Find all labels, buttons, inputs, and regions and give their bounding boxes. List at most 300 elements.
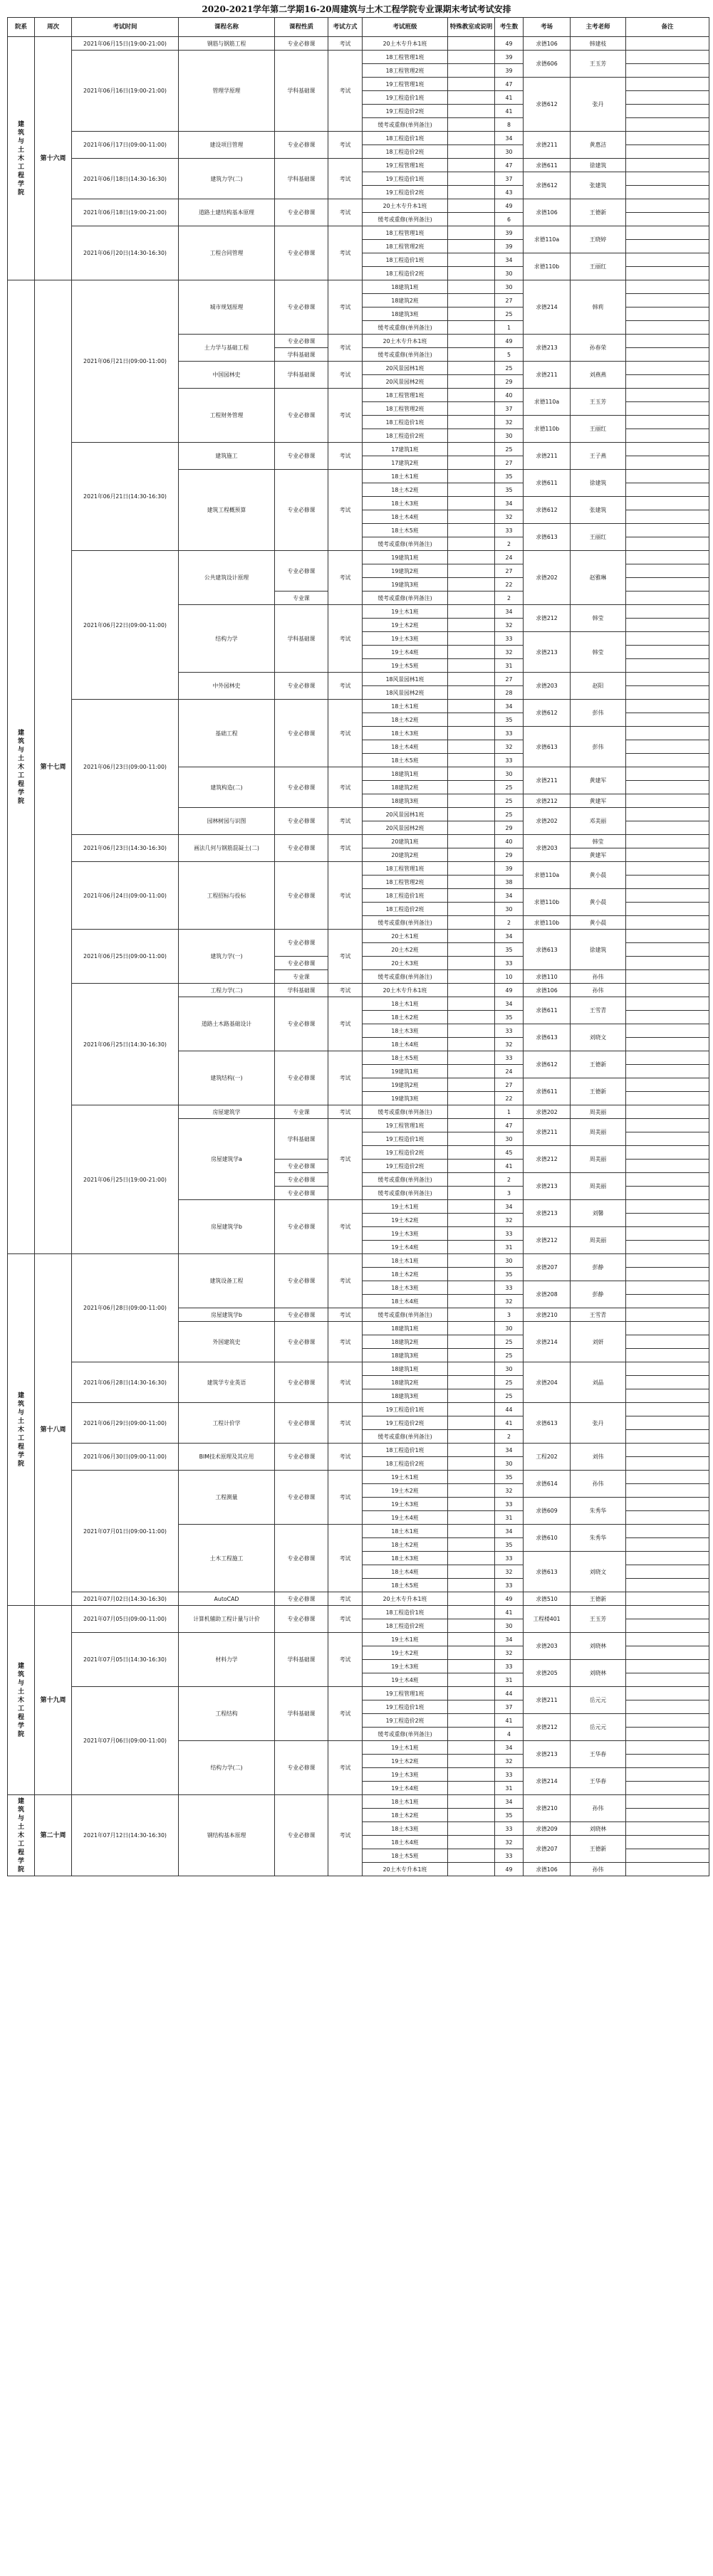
cls-cell: 18土木3班 [363,1552,448,1565]
teacher-cell: 彭静 [571,1254,626,1281]
cls-cell: 19土木3班 [363,632,448,646]
count-cell: 34 [495,889,524,903]
special-cell [448,767,495,781]
cls-cell: 18土木2班 [363,1011,448,1024]
teacher-cell: 王雪青 [571,1308,626,1322]
special-cell [448,740,495,754]
count-cell: 30 [495,1254,524,1268]
room-cell: 求德211 [524,1119,571,1146]
room-cell: 求德609 [524,1498,571,1525]
nature-cell: 学科基础课 [275,348,328,362]
special-cell [448,1200,495,1214]
college-cell [8,37,35,280]
cls-cell: 18土木5班 [363,754,448,767]
college-label: 建筑与土木工程学院 [17,729,24,805]
room-cell: 求德106 [524,984,571,997]
note-cell [626,524,709,537]
special-cell [448,1308,495,1322]
count-cell: 33 [495,632,524,646]
special-cell [448,1105,495,1119]
cls-cell: 19土木4班 [363,1241,448,1254]
count-cell: 44 [495,1403,524,1416]
course-cell: 建设项目管理 [179,132,275,159]
count-cell: 22 [495,578,524,592]
time-cell: 2021年06月25日(19:00-21:00) [72,1105,179,1254]
teacher-cell: 王玉芳 [571,51,626,78]
teacher-cell: 王华春 [571,1741,626,1768]
nature-cell: 专业必修课 [275,132,328,159]
cls-cell: 19土木1班 [363,1741,448,1755]
note-cell [626,1092,709,1105]
cls-cell: 缓考或重修(单列备注) [363,1173,448,1187]
method-cell: 考试 [328,1592,363,1606]
cls-cell: 19工程造价1班 [363,1403,448,1416]
count-cell: 41 [495,105,524,118]
special-cell [448,186,495,199]
note-cell [626,91,709,105]
note-cell [626,1606,709,1619]
teacher-cell: 张丹 [571,1403,626,1444]
teacher-cell: 韩莉 [571,280,626,335]
cls-cell: 18工程管理2班 [363,240,448,253]
note-cell [626,1863,709,1876]
count-cell: 37 [495,1700,524,1714]
method-cell: 考试 [328,1795,363,1876]
cls-cell: 18土木2班 [363,483,448,497]
cls-cell: 20土木专升本1班 [363,1863,448,1876]
note-cell [626,930,709,943]
cls-cell: 19土木2班 [363,1484,448,1498]
time-cell: 2021年06月28日(14:30-16:30) [72,1362,179,1403]
special-cell [448,1741,495,1755]
special-cell [448,1755,495,1768]
time-cell: 2021年06月17日(09:00-11:00) [72,132,179,159]
special-cell [448,564,495,578]
time-cell: 2021年06月23日(09:00-11:00) [72,700,179,835]
room-cell: 求德210 [524,1795,571,1822]
method-cell: 考试 [328,443,363,470]
note-cell [626,1619,709,1633]
cls-cell: 18土木3班 [363,1822,448,1836]
method-cell: 考试 [328,1322,363,1362]
cls-cell: 17建筑2班 [363,456,448,470]
room-cell: 求德611 [524,470,571,497]
cls-cell: 缓考或重修(单列备注) [363,970,448,984]
count-cell: 35 [495,1471,524,1484]
count-cell: 25 [495,1349,524,1362]
table-row [8,1795,709,1809]
cls-cell: 18土木3班 [363,1281,448,1295]
special-cell [448,1633,495,1646]
note-cell [626,1146,709,1160]
teacher-cell: 孙伟 [571,1795,626,1822]
teacher-cell: 刘妍 [571,1322,626,1362]
cls-cell: 19工程造价2班 [363,105,448,118]
special-cell [448,1863,495,1876]
nature-cell: 专业必修课 [275,1403,328,1444]
special-cell [448,727,495,740]
count-cell: 34 [495,1633,524,1646]
column-header: 考试班级 [363,18,448,37]
note-cell [626,862,709,876]
teacher-cell: 王雪青 [571,997,626,1024]
teacher-cell: 刘晶 [571,1362,626,1403]
table-row [8,1105,709,1119]
cls-cell: 20风景园林2班 [363,375,448,389]
cls-cell: 18土木2班 [363,1268,448,1281]
table-row [8,1606,709,1619]
note-cell [626,1389,709,1403]
count-cell: 32 [495,510,524,524]
cls-cell: 缓考或重修(单列备注) [363,1728,448,1741]
count-cell: 4 [495,1728,524,1741]
cls-cell: 18土木3班 [363,497,448,510]
teacher-cell: 刘晓林 [571,1660,626,1687]
note-cell [626,1660,709,1673]
count-cell: 39 [495,51,524,64]
special-cell [448,1782,495,1795]
special-cell [448,1619,495,1633]
special-cell [448,646,495,659]
note-cell [626,389,709,402]
count-cell: 34 [495,930,524,943]
teacher-cell: 刘馨 [571,1200,626,1227]
cls-cell: 18土木5班 [363,1849,448,1863]
teacher-cell: 孙伟 [571,1863,626,1876]
cls-cell: 18工程管理1班 [363,226,448,240]
nature-cell: 学科基础课 [275,605,328,673]
special-cell [448,1051,495,1065]
cls-cell: 18工程造价1班 [363,253,448,267]
special-cell [448,605,495,619]
course-cell: 道路土木路基础设计 [179,997,275,1051]
method-cell: 考试 [328,605,363,673]
cls-cell: 18土木5班 [363,524,448,537]
teacher-cell: 徐建筑 [571,930,626,970]
count-cell: 30 [495,1322,524,1335]
note-cell [626,1349,709,1362]
note-cell [626,294,709,307]
teacher-cell: 王晓婷 [571,226,626,253]
cls-cell: 18土木1班 [363,997,448,1011]
course-cell: AutoCAD [179,1592,275,1606]
special-cell [448,321,495,335]
special-cell [448,1687,495,1700]
note-cell [626,1444,709,1457]
table-row [8,51,709,64]
course-cell: 结构力学(二) [179,1741,275,1795]
count-cell: 44 [495,1687,524,1700]
note-cell [626,794,709,808]
cls-cell: 20风景园林1班 [363,362,448,375]
special-cell [448,835,495,848]
exam-table [7,17,709,1876]
count-cell: 34 [495,132,524,145]
room-cell: 求德211 [524,362,571,389]
time-cell: 2021年06月23日(14:30-16:30) [72,835,179,862]
note-cell [626,1132,709,1146]
week-cell: 第十六周 [35,37,72,280]
note-cell [626,1322,709,1335]
count-cell: 34 [495,1200,524,1214]
special-cell [448,673,495,686]
course-cell: 外国建筑史 [179,1322,275,1362]
cls-cell: 18建筑2班 [363,1335,448,1349]
course-cell: 房屋建筑学 [179,1105,275,1119]
nature-cell: 专业必修课 [275,1525,328,1592]
special-cell [448,821,495,835]
teacher-cell: 韩建枝 [571,37,626,51]
course-cell: 画法几何与钢筋混凝土(二) [179,835,275,862]
special-cell [448,848,495,862]
note-cell [626,1471,709,1484]
special-cell [448,1538,495,1552]
note-cell [626,1376,709,1389]
count-cell: 43 [495,186,524,199]
special-cell [448,470,495,483]
cls-cell: 18土木2班 [363,1538,448,1552]
table-row [8,1362,709,1376]
note-cell [626,1768,709,1782]
room-cell: 求德614 [524,1471,571,1498]
count-cell: 30 [495,1457,524,1471]
count-cell: 33 [495,754,524,767]
count-cell: 34 [495,997,524,1011]
teacher-cell: 彭伟 [571,727,626,767]
note-cell [626,1457,709,1471]
count-cell: 32 [495,1038,524,1051]
method-cell: 考试 [328,997,363,1051]
count-cell: 35 [495,483,524,497]
special-cell [448,1525,495,1538]
room-cell: 求德610 [524,1525,571,1552]
room-cell: 求德110b [524,253,571,280]
nature-cell: 学科基础课 [275,1119,328,1160]
room-cell: 求德203 [524,673,571,700]
week-cell: 第十九周 [35,1606,72,1795]
course-cell: 工程财务管理 [179,389,275,443]
nature-cell: 专业课 [275,970,328,984]
special-cell [448,1078,495,1092]
course-cell: 钢筋与钢筋工程 [179,37,275,51]
count-cell: 30 [495,280,524,294]
nature-cell: 专业必修课 [275,1051,328,1105]
course-cell: 建筑构造(二) [179,767,275,808]
college-label: 建筑与土木工程学院 [17,1392,24,1468]
note-cell [626,307,709,321]
special-cell [448,794,495,808]
course-cell: 工程计价学 [179,1403,275,1444]
note-cell [626,957,709,970]
cls-cell: 20风景园林1班 [363,808,448,821]
special-cell [448,1728,495,1741]
note-cell [626,1268,709,1281]
note-cell [626,321,709,335]
nature-cell: 专业必修课 [275,862,328,930]
course-cell: 房屋建筑学b [179,1308,275,1322]
teacher-cell: 黄小晨 [571,889,626,916]
teacher-cell: 周美丽 [571,1146,626,1173]
special-cell [448,781,495,794]
note-cell [626,253,709,267]
course-cell: 中外园林史 [179,673,275,700]
teacher-cell: 刘晓林 [571,1822,626,1836]
note-cell [626,1646,709,1660]
count-cell: 30 [495,1362,524,1376]
cls-cell: 18工程造价2班 [363,903,448,916]
special-cell [448,1498,495,1511]
count-cell: 25 [495,794,524,808]
count-cell: 24 [495,1065,524,1078]
room-cell: 求德106 [524,37,571,51]
room-cell: 求德203 [524,1633,571,1660]
cls-cell: 17建筑1班 [363,443,448,456]
table-row [8,226,709,240]
note-cell [626,510,709,524]
note-cell [626,821,709,835]
teacher-cell: 王德新 [571,1078,626,1105]
cls-cell: 18土木2班 [363,713,448,727]
nature-cell: 专业必修课 [275,470,328,551]
method-cell: 考试 [328,1200,363,1254]
room-cell: 求德209 [524,1822,571,1836]
cls-cell: 缓考或重修(单列备注) [363,1187,448,1200]
special-cell [448,632,495,646]
table-row [8,1254,709,1268]
count-cell: 28 [495,686,524,700]
method-cell: 考试 [328,1633,363,1687]
cls-cell: 19建筑2班 [363,1078,448,1092]
cls-cell: 19工程造价1班 [363,172,448,186]
count-cell: 41 [495,1606,524,1619]
cls-cell: 20风景园林2班 [363,821,448,835]
count-cell: 33 [495,1281,524,1295]
cls-cell: 18工程造价2班 [363,145,448,159]
cls-cell: 缓考或重修(单列备注) [363,916,448,930]
cls-cell: 19建筑1班 [363,551,448,564]
note-cell [626,673,709,686]
cls-cell: 18建筑3班 [363,794,448,808]
count-cell: 31 [495,1511,524,1525]
count-cell: 2 [495,1173,524,1187]
count-cell: 33 [495,1024,524,1038]
cls-cell: 19建筑3班 [363,1092,448,1105]
special-cell [448,253,495,267]
nature-cell: 专业必修课 [275,767,328,808]
special-cell [448,1849,495,1863]
table-row [8,700,709,713]
count-cell: 25 [495,1335,524,1349]
special-cell [448,1092,495,1105]
count-cell: 39 [495,240,524,253]
special-cell [448,1281,495,1295]
count-cell: 35 [495,1809,524,1822]
teacher-cell: 王玉芳 [571,389,626,416]
note-cell [626,1065,709,1078]
count-cell: 35 [495,713,524,727]
nature-cell: 专业必修课 [275,551,328,592]
count-cell: 34 [495,1444,524,1457]
nature-cell: 专业必修课 [275,1471,328,1525]
count-cell: 34 [495,605,524,619]
table-row [8,930,709,943]
count-cell: 33 [495,1498,524,1511]
cls-cell: 18土木4班 [363,510,448,524]
cls-cell: 缓考或重修(单列备注) [363,1105,448,1119]
room-cell: 工程楼401 [524,1606,571,1633]
count-cell: 2 [495,537,524,551]
cls-cell: 19土木1班 [363,1200,448,1214]
cls-cell: 18土木3班 [363,1024,448,1038]
course-cell: 材料力学 [179,1633,275,1687]
room-cell: 求德110 [524,970,571,984]
note-cell [626,226,709,240]
course-cell: 园林树园与识图 [179,808,275,835]
cls-cell: 20土木专升本1班 [363,1592,448,1606]
cls-cell: 18土木1班 [363,1254,448,1268]
room-cell: 求德110b [524,889,571,916]
count-cell: 25 [495,1376,524,1389]
note-cell [626,1795,709,1809]
count-cell: 37 [495,172,524,186]
note-cell [626,767,709,781]
course-cell: 建筑工程概预算 [179,470,275,551]
room-cell: 求德612 [524,700,571,727]
note-cell [626,1633,709,1646]
special-cell [448,1768,495,1782]
special-cell [448,970,495,984]
cls-cell: 缓考或重修(单列备注) [363,1308,448,1322]
room-cell: 求德203 [524,835,571,862]
teacher-cell: 韩莹 [571,835,626,848]
count-cell: 25 [495,1389,524,1403]
count-cell: 33 [495,1051,524,1065]
time-cell: 2021年06月18日(14:30-16:30) [72,159,179,199]
special-cell [448,1254,495,1268]
nature-cell: 学科基础课 [275,51,328,132]
course-cell: 工程招标与投标 [179,862,275,930]
cls-cell: 19土木3班 [363,1227,448,1241]
time-cell: 2021年06月30日(09:00-11:00) [72,1444,179,1471]
cls-cell: 20土木专升本1班 [363,37,448,51]
course-cell: 房屋建筑学a [179,1119,275,1200]
special-cell [448,1592,495,1606]
teacher-cell: 黄小晨 [571,862,626,889]
nature-cell: 专业必修课 [275,957,328,970]
count-cell: 25 [495,443,524,456]
cls-cell: 19土木1班 [363,1471,448,1484]
special-cell [448,930,495,943]
method-cell: 考试 [328,1471,363,1525]
time-cell: 2021年06月25日(14:30-16:30) [72,984,179,1105]
count-cell: 32 [495,1214,524,1227]
cls-cell: 18工程管理2班 [363,876,448,889]
special-cell [448,686,495,700]
cls-cell: 20建筑2班 [363,848,448,862]
cls-cell: 18土木3班 [363,727,448,740]
note-cell [626,118,709,132]
special-cell [448,172,495,186]
room-cell: 求德613 [524,1552,571,1592]
special-cell [448,1389,495,1403]
nature-cell: 专业必修课 [275,1187,328,1200]
cls-cell: 19土木4班 [363,646,448,659]
cls-cell: 18建筑1班 [363,1322,448,1335]
count-cell: 27 [495,294,524,307]
cls-cell: 18土木1班 [363,700,448,713]
cls-cell: 18土木5班 [363,1579,448,1592]
column-header: 院系 [8,18,35,37]
